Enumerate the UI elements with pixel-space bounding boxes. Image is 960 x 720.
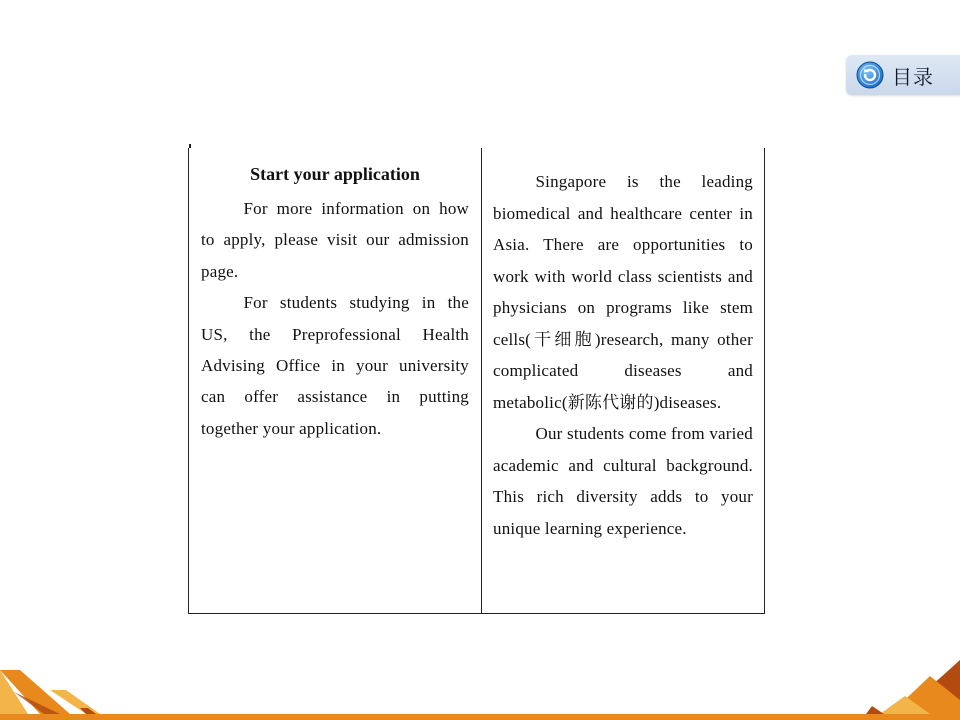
section-heading: Start your application [250, 164, 420, 184]
right-column [482, 148, 764, 613]
toc-button[interactable] [846, 55, 960, 95]
right-paragraph-2: Our students come from varied academic and cultural background. This rich diversity adds to your unique learning experience. [493, 424, 753, 538]
content-table [188, 148, 765, 614]
footer-decoration [0, 660, 960, 720]
right-paragraph-1: Singapore is the leading biomedical and healthcare center in Asia. There are opportunities to work with world class scientists and physicians on programs like stem cells(干细胞)research, many other complicated diseases and metabolic(新陈代谢的)diseases. [493, 172, 753, 412]
toc-label: 目录 [892, 64, 934, 89]
refresh-circle-icon [856, 61, 884, 89]
left-paragraph-1: For more information on how to apply, please visit our admission page. [201, 199, 469, 281]
left-column [189, 148, 482, 613]
left-paragraph-2: For students studying in the US, the Preprofessional Health Advising Office in your university can offer assistance in putting together your application. [201, 293, 469, 438]
